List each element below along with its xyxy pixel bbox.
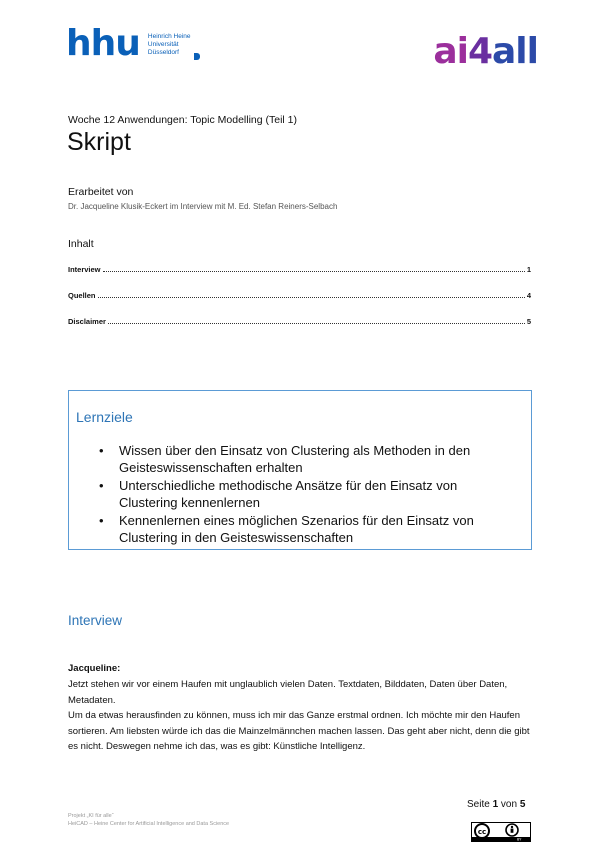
toc-entry-disclaimer[interactable]: Disclaimer 5 [68, 317, 531, 326]
ai4all-logo: ai4all [433, 31, 538, 72]
speaker-name: Jacqueline: [68, 663, 121, 674]
cc-by-icon [471, 822, 531, 842]
hhu-logo-text: hhu [66, 23, 140, 64]
hhu-logo-mark [194, 53, 200, 60]
section-heading-interview: Interview [68, 613, 123, 628]
list-item: • Unterschiedliche methodische Ansätze für den Einsatz von Clustering kennenlernen [99, 478, 509, 511]
hhu-subtitle: Heinrich Heine Universität Düsseldorf [147, 33, 191, 56]
lernziele-title: Lernziele [76, 409, 133, 425]
week-subtitle: Woche 12 Anwendungen: Topic Modelling (Teil 1) [68, 114, 298, 126]
interview-text: Jetzt stehen wir vor einem Haufen mit unglaublich vielen Daten. Textdaten, Bilddaten, Daten über Daten, Metadaten. Um da etwas herausfinden zu können, muss ich mir das Ganze erstmal ordnen. Ich möchte mir den Haufen sortieren. Am liebsten würde ich das die Mainzelmännchen machen lassen. Das geht aber nicht, denn die gibt es nicht. Deswegen nehme ich das, was es gibt: Künstliche Intelligenz. [68, 679, 530, 752]
svg-text:BY: BY [517, 837, 522, 842]
lernziele-list [99, 443, 509, 548]
footer-text: Projekt „KI für alle“ HeiCAD – Heine Center for Artificial Intelligence and Data Science [68, 813, 230, 827]
toc-heading: Inhalt [68, 238, 94, 250]
toc-entry-interview[interactable]: Interview 1 [68, 265, 531, 274]
list-item: • Kennenlernen eines möglichen Szenarios für den Einsatz von Clustering in den Geisteswissenschaften [99, 513, 509, 546]
authors: Dr. Jacqueline Klusik-Eckert im Interview mit M. Ed. Stefan Reiners-Selbach [68, 202, 338, 211]
lernziele-box [68, 390, 532, 550]
toc-entry-quellen[interactable]: Quellen 4 [68, 291, 531, 300]
hhu-logo [66, 23, 191, 64]
svg-text:cc: cc [477, 828, 487, 836]
page-title: Skript [67, 128, 131, 156]
erarbeitet-label: Erarbeitet von [68, 186, 134, 198]
page-number: Seite 1 von 5 [467, 799, 526, 810]
list-item: • Wissen über den Einsatz von Clustering als Methoden in den Geisteswissenschaften erhalten [99, 443, 509, 476]
